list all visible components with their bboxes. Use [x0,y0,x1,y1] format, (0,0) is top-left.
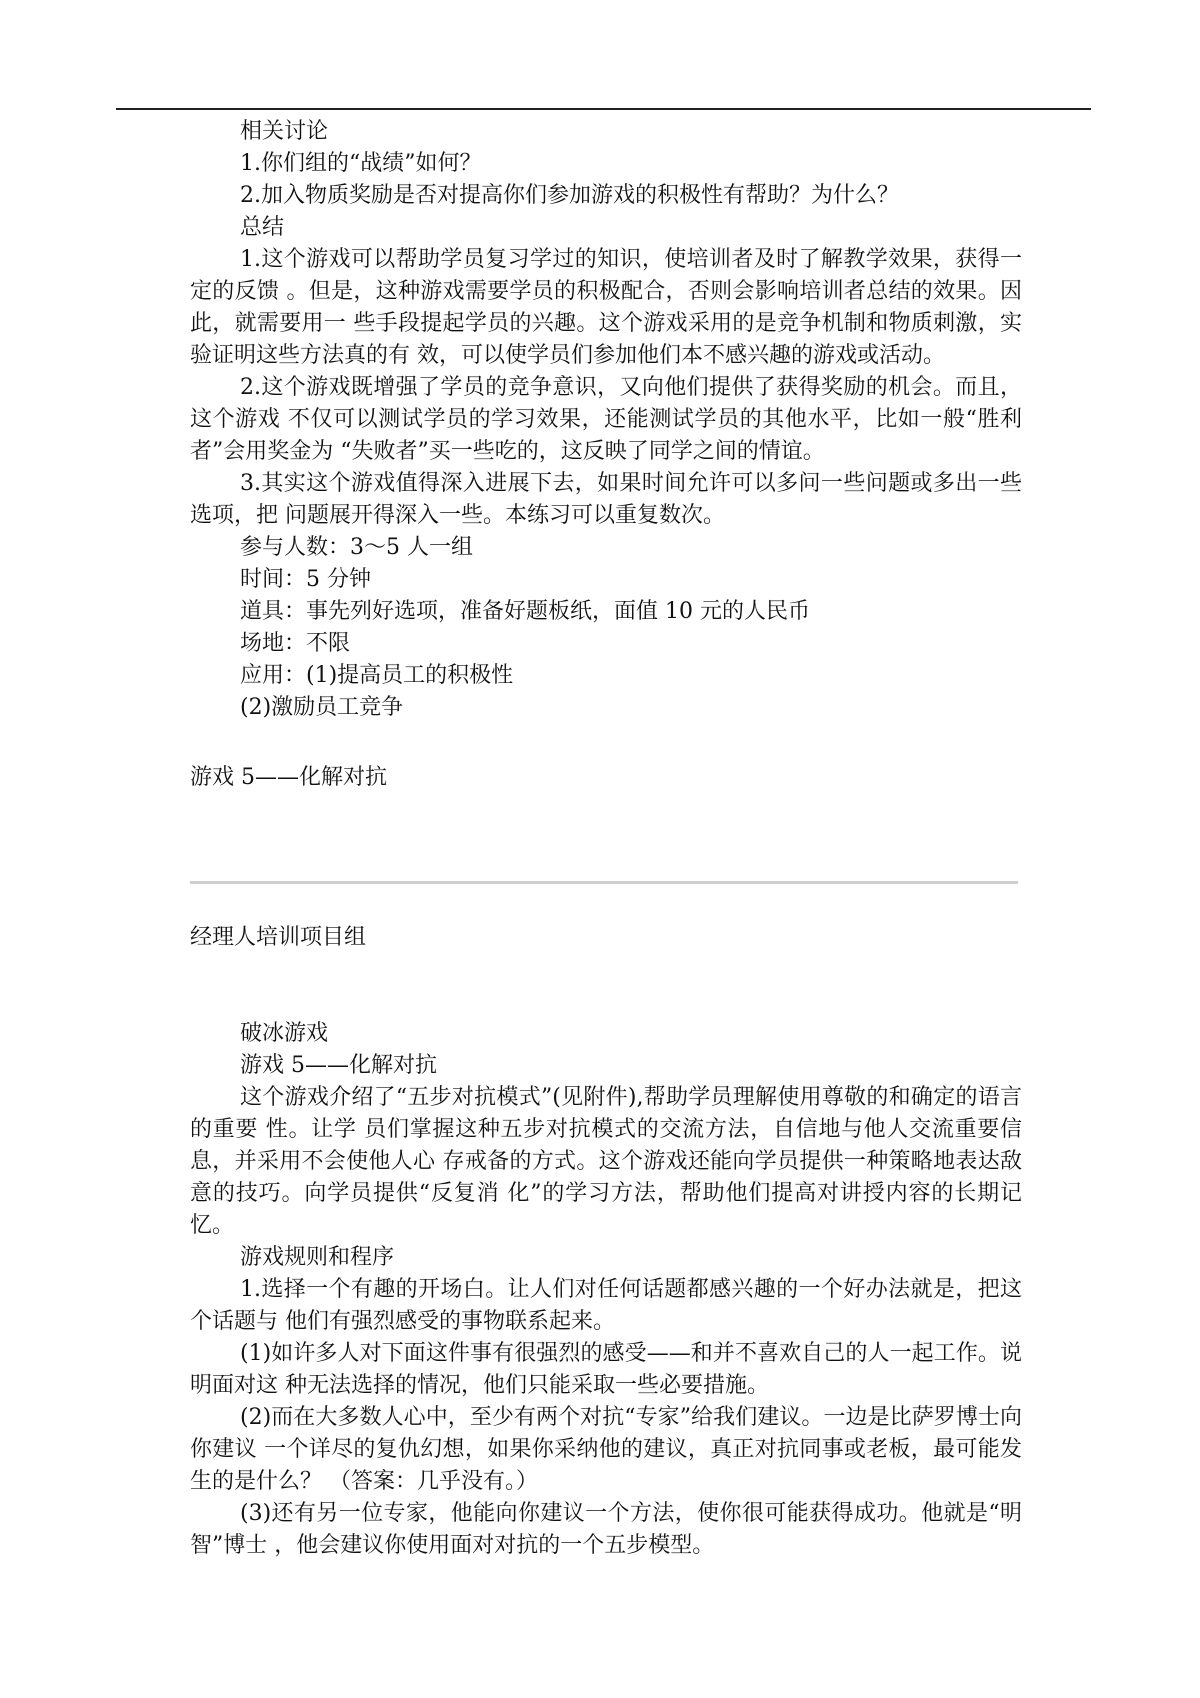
rule-paragraph-4: (3)还有另一位专家，他能向你建议一个方法，使你很可能获得成功。他就是“明智”博士 ，他会建议你使用面对对抗的一个五步模型。 [190,1501,1022,1558]
organization-name: 经理人培训项目组 [190,925,367,950]
rules-title: 游戏规则和程序 [240,1245,395,1270]
header-rule [116,108,1091,110]
game-heading: 游戏 5——化解对抗 [190,765,387,790]
summary-paragraph-2: 2.这个游戏既增强了学员的竞争意识，又向他们提供了获得奖励的机会。而且，这个游戏 不仅可以测试学员的学习效果，还能测试学员的其他水平，比如一般“胜利者”会用奖金为 “失败者”买一些吃的，这反映了同学之间的情谊。 [190,375,1022,464]
page-divider [190,881,1018,884]
rule-paragraph-2: (1)如许多人对下面这件事有很强烈的感受——和并不喜欢自己的人一起工作。说明面对这 种无法选择的情况，他们只能采取一些必要措施。 [190,1341,1022,1398]
discussion-title: 相关讨论 [240,119,329,144]
application-line-1: 应用：(1)提高员工的积极性 [240,663,514,688]
section-game-5 [190,1018,1022,1562]
game-title: 游戏 5——化解对抗 [240,1053,437,1078]
time-line: 时间：5 分钟 [240,567,371,592]
venue-line: 场地：不限 [240,631,351,656]
summary-paragraph-3: 3.其实这个游戏值得深入进展下去，如果时间允许可以多问一些问题或多出一些选项，把 问题展开得深入一些。本练习可以重复数次。 [190,471,1022,528]
application-line-2: (2)激励员工竞争 [240,695,404,720]
rule-paragraph-1: 1.选择一个有趣的开场白。让人们对任何话题都感兴趣的一个好办法就是，把这个话题与 他们有强烈感受的事物联系起来。 [190,1277,1022,1334]
discussion-question-1: 1.你们组的“战绩”如何？ [240,151,482,176]
category-title: 破冰游戏 [240,1021,329,1046]
discussion-question-2: 2.加入物质奖励是否对提高你们参加游戏的积极性有帮助？为什么？ [240,183,899,208]
section-discussion [190,116,1022,724]
rule-paragraph-3: (2)而在大多数人心中，至少有两个对抗“专家”给我们建议。一边是比萨罗博士向你建议 一个详尽的复仇幻想，如果你采纳他的建议，真正对抗同事或老板，最可能发生的是什么？ （答案：几乎没有。） [190,1405,1022,1494]
summary-paragraph-1: 1.这个游戏可以帮助学员复习学过的知识，使培训者及时了解教学效果，获得一定的反馈 。但是，这种游戏需要学员的积极配合，否则会影响培训者总结的效果。因此，就需要用一 些手段提起学员的兴趣。这个游戏采用的是竞争机制和物质刺激，实验证明这些方法真的有 效，可以使学员们参加他们本不感兴趣的游戏或活动。 [190,247,1022,368]
summary-title: 总结 [240,215,285,240]
participants-line: 参与人数：3～5 人一组 [240,535,473,560]
game-intro: 这个游戏介绍了“五步对抗模式”(见附件),帮助学员理解使用尊敬的和确定的语言的重要 性。让学 员们掌握这种五步对抗模式的交流方法，自信地与他人交流重要信息，并采用不会使他人心 存戒备的方式。这个游戏还能向学员提供一种策略地表达敌意的技巧。向学员提供“反复消 化”的学习方法，帮助他们提高对讲授内容的长期记忆。 [190,1085,1022,1238]
props-line: 道具：事先列好选项，准备好题板纸，面值 10 元的人民币 [240,599,810,624]
